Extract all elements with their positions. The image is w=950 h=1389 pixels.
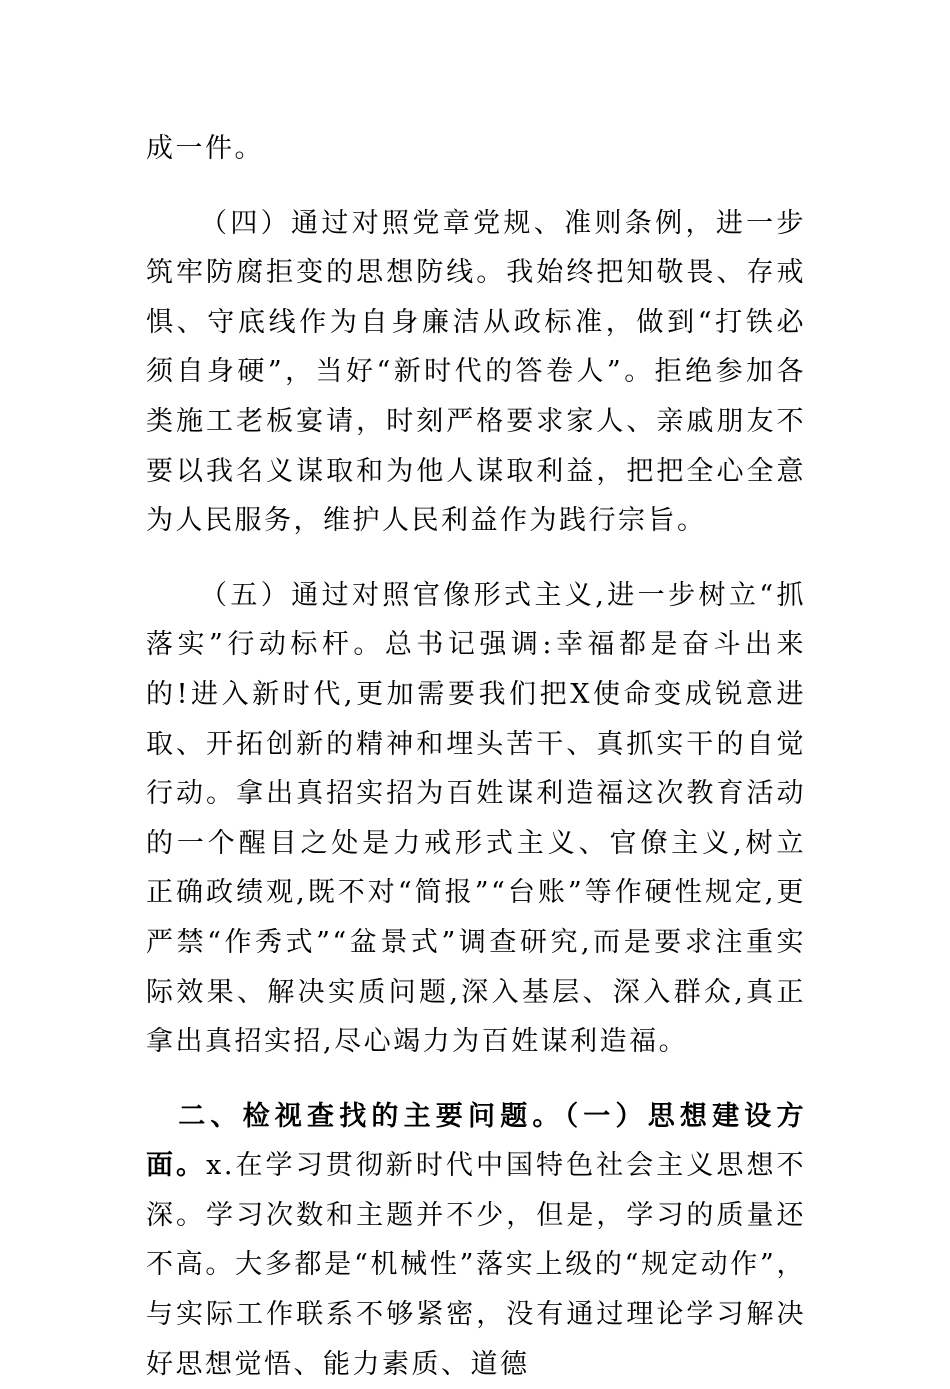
paragraph-item-four: （四）通过对照党章党规、准则条例，进一步筑牢防腐拒变的思想防线。我始终把知敬畏、存戒惧、守底线作为自身廉洁从政标准，做到“打铁必须自身硬”，当好“新时代的答卷人”。拒绝参加各类施工老板宴请，时刻严格要求家人、亲戚朋友不要以我名义谋取和为他人谋取利益，把把全心全意为人民服务，维护人民利益作为践行宗旨。 [146, 207, 806, 537]
document-page [146, 124, 806, 1389]
section-two-heading: 二、检视查找的主要问题。（一）思想建设方面。 [146, 1100, 806, 1182]
paragraph-section-two [146, 1092, 806, 1389]
paragraph-continuation: 成一件。 [146, 133, 264, 164]
section-two-body: x.在学习贯彻新时代中国特色社会主义思想不深。学习次数和主题并不少，但是，学习的质量还不高。大多都是“机械性”落实上级的“规定动作”，与实际工作联系不够紧密，没有通过理论学习解决好思想觉悟、能力素质、道德 [146, 1150, 807, 1380]
paragraph-item-five: （五）通过对照官像形式主义,进一步树立“抓落实”行动标杆。总书记强调:幸福都是奋斗出来的!进入新时代,更加需要我们把X使命变成锐意进取、开拓创新的精神和埋头苦干、真抓实干的自觉行动。拿出真招实招为百姓谋利造福这次教育活动的一个醒目之处是力戒形式主义、官僚主义,树立正确政绩观,既不对“简报”“台账”等作硬性规定,更严禁“作秀式”“盆景式”调查研究,而是要求注重实际效果、解决实质问题,深入基层、深入群众,真正拿出真招实招,尽心竭力为百姓谋利造福。 [146, 579, 806, 1058]
